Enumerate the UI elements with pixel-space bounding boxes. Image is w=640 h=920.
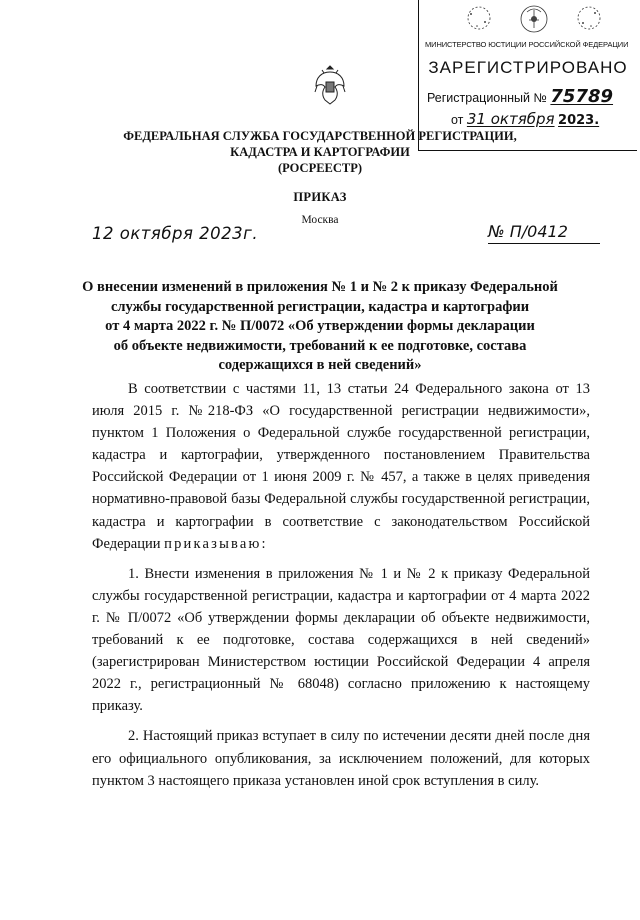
document-type: ПРИКАЗ [293, 190, 347, 204]
document-title [70, 278, 570, 376]
agency-line-3: (РОСРЕЕСТР) [277, 161, 363, 175]
stamp-date-year: 2023. [558, 113, 600, 128]
body-paragraph-1 [92, 378, 590, 555]
title-line-1: О внесении изменений в приложения № 1 и № 2 к приказу Федеральной [82, 279, 558, 295]
agency-line-1: ФЕДЕРАЛЬНАЯ СЛУЖБА ГОСУДАРСТВЕННОЙ РЕГИСТРАЦИИ, [123, 129, 517, 143]
agency-name [100, 128, 540, 176]
title-line-5: содержащихся в ней сведений» [218, 357, 422, 374]
title-line-2: службы государственной регистрации, кадастра и картографии [110, 298, 530, 315]
paragraph-1-text: В соответствии с частями 11, 13 статьи 24 Федерального закона от 13 июля 2015 г. №218-ФЗ «О государственной регистрации недвижимости», пунктом 1 Положения о Федеральной службе государственной регистрации, кадастра и картографии, утвержденного постановлением Правительства Российской Федерации от 1 июня 2009 г. № 457, а также в целях приведения нормативно-правовой базы Федеральной службы государственной регистрации, кадастра и картографии в соответствие с законодательством Российской Федерации [92, 381, 590, 552]
agency-line-2: КАДАСТРА И КАРТОГРАФИИ [230, 145, 410, 159]
document-city: Москва [301, 214, 339, 226]
stamp-ministry: МИНИСТЕРСТВО ЮСТИЦИИ РОССИЙСКОЙ ФЕДЕРАЦИИ [425, 40, 629, 49]
document-number: № П/0412 [488, 222, 600, 244]
body-paragraph-2: 1. Внести изменения в приложения № 1 и № 2 к приказу Федеральной службы государственной регистрации, кадастра и картографии от 4 марта 2022 г. № П/0072 «Об утверждении формы декларации об объекте недвижимости, требований к ее подготовке, состава содержащихся в ней сведений» (зарегистрирован Министерством юстиции Российской Федерации 4 апреля 2022 г., регистрационный № 68048) согласно приложению к настоящему приказу. [92, 565, 590, 715]
stamp-emblems-icon [449, 2, 619, 38]
stamp-date-row [451, 110, 640, 128]
title-line-3: от 4 марта 2022 г. № П/0072 «Об утверждении формы декларации [105, 318, 535, 335]
stamp-registered: ЗАРЕГИСТРИРОВАНО [428, 58, 628, 77]
order-word: приказываю: [164, 535, 268, 552]
title-line-4: об объекте недвижимости, требований к ее подготовке, состава [113, 337, 527, 354]
stamp-date-prefix: от [451, 113, 464, 127]
body-paragraph-3: 2. Настоящий приказ вступает в силу по истечении десяти дней после дня его официального опубликования, за исключением положений, для которых пунктом 3 настоящего приказа установлен иной срок вступления в силу. [92, 728, 590, 789]
document-body [92, 378, 590, 792]
coat-of-arms-icon [313, 62, 347, 106]
stamp-date-handwritten: 31 октября [466, 110, 555, 128]
document-date: 12 октября 2023г. [92, 224, 259, 243]
stamp-regno-value: 75789 [550, 86, 614, 107]
stamp-regno-label: Регистрационный № [427, 91, 547, 105]
stamp-regno-row [427, 86, 637, 107]
